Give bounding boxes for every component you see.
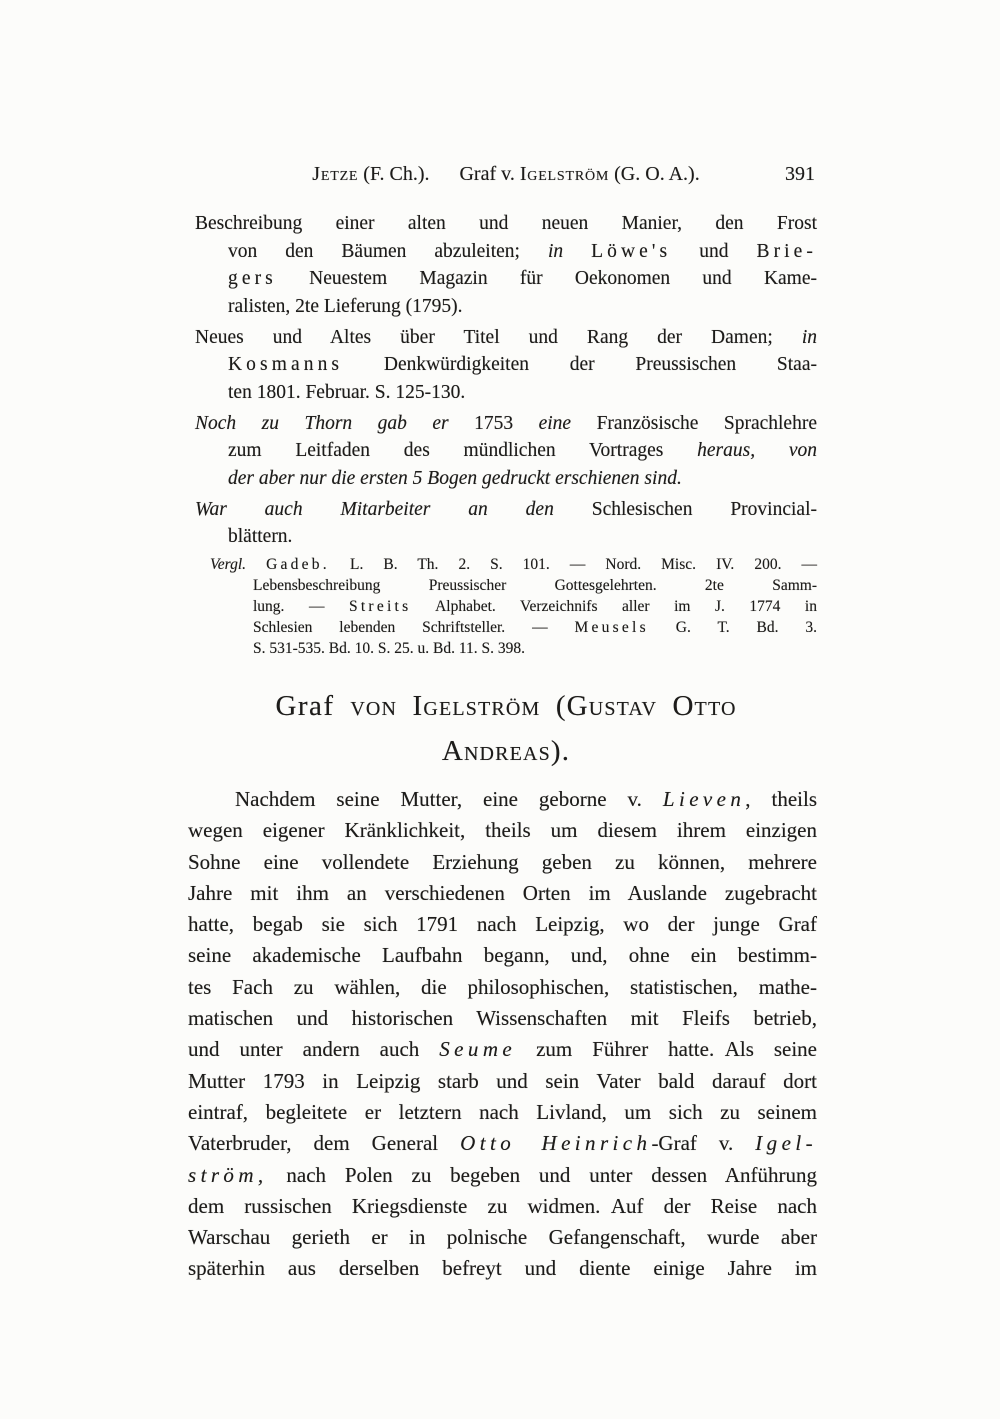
text-line [195,410,817,438]
text-line [188,909,817,940]
text-line [188,1097,817,1128]
text-segment: Schlesien lebenden Schriftsteller. — [253,619,575,636]
text-segment: G. T. Bd. 3. [648,619,817,636]
text-segment: gers [228,268,277,289]
text-segment: eine [538,412,572,434]
text-segment: Sohne eine vollendete Erziehung geben zu können, mehrere [188,849,817,874]
text-line [188,1128,817,1159]
text-segment: seine akademische Laufbahn begann, und, ohne ein bestimm- [188,943,817,968]
text-segment: Mutter 1793 in Leipzig starb und sein Vater bald darauf dort [188,1068,817,1093]
body-block [188,784,817,1285]
text-segment: , theils [745,787,817,811]
text-segment: heraus, von [697,440,817,461]
text-segment: Lebensbeschreibung Preussischer Gottesgelehrten. 2te Samm- [253,577,817,594]
text-segment: eintraf, begleitete er letztern nach Livland, um sich zu seinem [188,1099,817,1124]
text-segment: zum Leitfaden des mündlichen Vortrages [228,440,698,461]
text-segment: Alphabet. Verzeichnifs aller im J. 1774 in [411,598,817,615]
text-line [228,523,817,551]
text-segment: lung. — [253,598,349,615]
entry-block [195,210,817,320]
heading-block [195,684,817,774]
text-segment: späterhin aus derselben befreyt und diente einige Jahre im [188,1256,817,1281]
text-segment [563,241,591,262]
text-segment: Neuestem Magazin für Oekonomen und Kame- [276,268,817,289]
text-segment: dem russischen Kriegsdienste zu widmen. Auf der Reise nach [188,1193,817,1218]
text-segment: nach Polen zu begeben und unter dessen Anführung [267,1162,817,1187]
text-segment: Nachdem seine Mutter, eine geborne v. [235,787,663,811]
text-line [195,729,817,774]
text-segment: hatte, begab sie sich 1791 nach Leipzig, wo der junge Graf [188,912,817,937]
text-line [253,617,817,638]
text-segment: Streits [349,598,412,615]
text-segment: -Graf v. [651,1131,756,1156]
text-line [188,1034,817,1065]
text-segment: Meusels [574,619,649,636]
text-line [188,1003,817,1034]
text-segment: Graf [275,690,351,722]
text-segment: Kosmanns [228,354,344,375]
text-line [253,575,817,596]
text-line [188,878,817,909]
text-segment: L. B. Th. 2. S. 101. — Nord. Misc. IV. 200. — [329,556,818,573]
text-segment [246,556,266,573]
text-line [195,684,817,729]
text-segment: in [547,240,564,262]
text-segment: Andreas). [441,735,571,767]
text-segment: Graf v. [459,163,520,185]
text-segment: ten 1801. Februar. S. 125-130. [228,381,466,403]
text-segment: War auch Mitarbeiter an den [195,498,554,520]
text-segment: von Igelström (Gustav Otto [350,690,737,722]
text-segment: Französische Sprachlehre [571,412,817,434]
text-line [210,554,817,575]
text-line [188,1191,817,1222]
text-line [253,596,817,617]
text-line [188,940,817,971]
running-head [195,161,817,187]
text-line [188,815,817,846]
text-segment: matischen und historischen Wissenschaften mit Fleifs betrieb, [188,1006,817,1031]
text-segment: Neues und Altes über Titel und Rang der Damen; [195,326,802,348]
text-segment: zum Führer hatte. Als seine [516,1037,817,1062]
text-segment: und unter andern auch [188,1037,440,1062]
text-segment: Otto Heinrich [460,1131,652,1156]
text-line [188,1253,817,1284]
text-segment: Warschau gerieth er in polnische Gefangenschaft, wurde aber [188,1225,817,1250]
text-segment: Igel- [755,1131,817,1156]
text-line [195,496,817,524]
text-line [188,1066,817,1097]
text-segment: ström, [188,1162,268,1187]
text-line [195,324,817,352]
text-line [228,265,817,293]
text-line [188,972,817,1003]
text-line [188,1160,817,1191]
text-segment: wegen eigener Kränklichkeit, theils um diesem ihrem einzigen [188,818,817,843]
text-segment: S. 531-535. Bd. 10. S. 25. u. Bd. 11. S. 398. [253,640,525,657]
page-text-blocks [188,210,818,1285]
text-segment: ralisten, 2te Lieferung (1795). [228,295,463,317]
text-segment: (F. Ch.). [358,163,430,185]
text-segment: Lieven [662,787,746,811]
refs-block [210,554,817,659]
running-head-entry-right [459,161,699,187]
entry-block [195,324,817,407]
text-segment: Beschreibung einer alten und neuen Manier, den Frost [195,213,817,234]
text-line [228,379,817,407]
text-segment: Gadeb. [266,556,330,573]
text-segment: Jetze [312,163,359,185]
text-line [228,437,817,465]
text-segment: in [801,326,817,348]
text-segment: der aber nur die ersten 5 Bogen gedruckt erschienen sind. [228,467,682,489]
text-line [228,293,817,321]
text-segment: blättern. [228,526,293,547]
text-line [228,351,817,379]
text-segment: von den Bäumen abzuleiten; [228,240,548,262]
text-line [188,1222,817,1253]
text-segment: Vergl. [210,556,247,573]
text-line [188,847,817,878]
text-segment: Noch zu Thorn gab er [195,412,449,434]
text-segment: Schlesischen Provincial- [553,498,817,520]
text-segment: Seume [439,1037,517,1062]
text-segment: Denkwürdigkeiten der Preussischen Staa- [343,354,817,375]
text-line [228,465,817,493]
text-segment: Igelström [519,163,610,185]
entry-block [195,410,817,493]
text-line [188,784,817,815]
text-segment: Brie- [756,240,818,262]
text-segment: Jahre mit ihm an verschiedenen Orten im Auslande zugebracht [188,880,817,905]
text-column [188,0,818,1285]
text-segment: Vaterbruder, dem General [188,1131,461,1156]
text-line [253,638,817,659]
text-segment: Löwe's [591,240,672,262]
text-line [228,238,817,266]
text-line [195,210,817,238]
running-head-entry-left [312,161,429,187]
text-segment: 1753 [448,412,539,434]
text-segment: und [671,240,757,262]
text-segment: (G. O. A.). [609,163,700,185]
entry-block [195,496,817,551]
text-segment: tes Fach zu wählen, die philosophischen, statistischen, mathe- [188,974,817,999]
page-number: 391 [785,163,815,185]
